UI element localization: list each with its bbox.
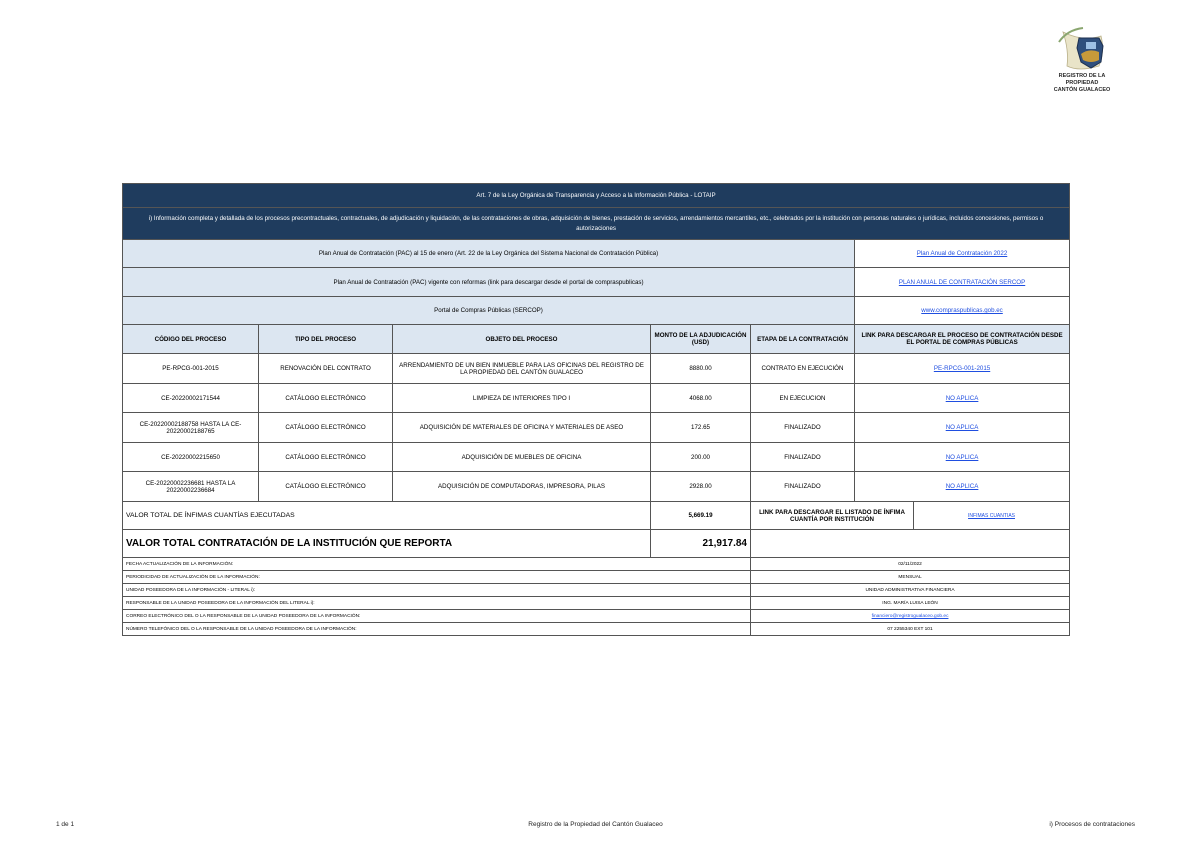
row-codigo: PE-RPCG-001-2015 — [123, 354, 259, 384]
info-value: ING. MARÍA LUISA LEÓN — [751, 597, 1070, 610]
row-link-cell — [855, 443, 1070, 472]
pac-enero-cell — [855, 240, 1070, 268]
row-tipo: CATÁLOGO ELECTRÓNICO — [259, 384, 393, 413]
row-monto: 4068.00 — [651, 384, 751, 413]
row-link[interactable]: NO APLICA — [945, 394, 979, 402]
row-objeto: LIMPIEZA DE INTERIORES TIPO I — [393, 384, 651, 413]
info-value: 02/11/2022 — [751, 558, 1070, 571]
row-objeto: ADQUISICIÓN DE MATERIALES DE OFICINA Y MATERIALES DE ASEO — [393, 413, 651, 443]
total-empty — [751, 530, 1070, 558]
row-codigo: CE-20220002171544 — [123, 384, 259, 413]
contrataciones-table — [122, 183, 1070, 636]
row-monto: 8880.00 — [651, 354, 751, 384]
infimas-link-cell — [914, 502, 1070, 530]
row-etapa: FINALIZADO — [751, 443, 855, 472]
table-row — [123, 443, 1070, 472]
row-link[interactable]: PE-RPCG-001-2015 — [933, 365, 991, 372]
info-label: NÚMERO TELEFÓNICO DEL O LA RESPONSABLE DE LA UNIDAD POSEEDORA DE LA INFORMACIÓN: — [123, 623, 751, 636]
row-codigo: CE-20220002188758 HASTA LA CE-20220002188765 — [123, 413, 259, 443]
col-header-monto: MONTO DE LA ADJUDICACIÓN (USD) — [651, 325, 751, 354]
footer-page: 1 de 1 — [56, 821, 75, 828]
total-value: 21,917.84 — [651, 530, 751, 558]
sercop-cell — [855, 297, 1070, 325]
table-row — [123, 472, 1070, 502]
info-value-cell — [751, 610, 1070, 623]
row-tipo: CATÁLOGO ELECTRÓNICO — [259, 413, 393, 443]
row-link[interactable]: NO APLICA — [945, 424, 979, 431]
sercop-link[interactable]: www.compraspublicas.gob.ec — [921, 307, 1003, 314]
row-etapa: FINALIZADO — [751, 472, 855, 502]
info-label: CORREO ELECTRÓNICO DEL O LA RESPONSABLE DE LA UNIDAD POSEEDORA DE LA INFORMACIÓN: — [123, 610, 751, 623]
infimas-value: 5,669.19 — [651, 502, 751, 530]
email-link[interactable]: financiero@registrogualaceo.gob.ec — [871, 613, 949, 619]
row-link-cell — [855, 413, 1070, 443]
table-subtitle: i) Información completa y detallada de los procesos precontractuales, contractuales, de adjudicación y liquidación, de las contrataciones de obras, adquisición de bienes, prestación de servicios, arrendamientos mercantiles, etc., celebrados por la institución con personas naturales o jurídicas, incluidos concesiones, permisos o autorizaciones — [123, 208, 1070, 240]
row-link-cell — [855, 384, 1070, 413]
pac-enero-link[interactable]: Plan Anual de Contratación 2022 — [916, 250, 1008, 257]
infimas-link[interactable]: INFIMAS CUANTIAS — [968, 513, 1015, 519]
table-row — [123, 384, 1070, 413]
info-label: UNIDAD POSEEDORA DE LA INFORMACIÓN - LITERAL i): — [123, 584, 751, 597]
row-tipo: RENOVACIÓN DEL CONTRATO — [259, 354, 393, 384]
logo-caption-line1: REGISTRO DE LA PROPIEDAD — [1058, 73, 1106, 86]
info-value: MENSUAL — [751, 571, 1070, 584]
row-link-cell — [855, 354, 1070, 384]
footer-right: i) Procesos de contrataciones — [1049, 821, 1135, 828]
pac-vigente-link[interactable]: PLAN ANUAL DE CONTRATACIÓN SERCOP — [898, 278, 1026, 286]
col-header-codigo: CÓDIGO DEL PROCESO — [123, 325, 259, 354]
infimas-label: VALOR TOTAL DE ÍNFIMAS CUANTÍAS EJECUTADAS — [123, 502, 651, 530]
pac-vigente-cell — [855, 268, 1070, 297]
row-monto: 200.00 — [651, 443, 751, 472]
row-codigo: CE-20220002236681 HASTA LA 20220002236684 — [123, 472, 259, 502]
row-etapa: EN EJECUCION — [751, 384, 855, 413]
logo-caption — [1047, 73, 1117, 94]
info-label: PERIODICIDAD DE ACTUALIZACIÓN DE LA INFORMACIÓN: — [123, 571, 751, 584]
info-label: FECHA ACTUALIZACIÓN DE LA INFORMACIÓN: — [123, 558, 751, 571]
sercop-label: Portal de Compras Públicas (SERCOP) — [123, 297, 855, 325]
row-tipo: CATÁLOGO ELECTRÓNICO — [259, 443, 393, 472]
info-value: 07 2255340 EXT 101 — [751, 623, 1070, 636]
col-header-tipo: TIPO DEL PROCESO — [259, 325, 393, 354]
row-link[interactable]: NO APLICA — [945, 483, 979, 490]
row-etapa: FINALIZADO — [751, 413, 855, 443]
info-label: RESPONSABLE DE LA UNIDAD POSEEDORA DE LA INFORMACIÓN DEL LITERAL i): — [123, 597, 751, 610]
col-header-etapa: ETAPA DE LA CONTRATACIÓN — [751, 325, 855, 354]
row-link[interactable]: NO APLICA — [945, 453, 979, 461]
info-value: UNIDAD ADMINISTRATIVA FINANCIERA — [751, 584, 1070, 597]
row-link-cell — [855, 472, 1070, 502]
row-codigo: CE-20220002215650 — [123, 443, 259, 472]
table-row — [123, 354, 1070, 384]
row-tipo: CATÁLOGO ELECTRÓNICO — [259, 472, 393, 502]
col-header-objeto: OBJETO DEL PROCESO — [393, 325, 651, 354]
col-header-link: LINK PARA DESCARGAR EL PROCESO DE CONTRATACIÓN DESDE EL PORTAL DE COMPRAS PÚBLICAS — [855, 325, 1070, 354]
infimas-link-label: LINK PARA DESCARGAR EL LISTADO DE ÍNFIMA CUANTÍA POR INSTITUCIÓN — [751, 502, 914, 530]
total-label: VALOR TOTAL CONTRATACIÓN DE LA INSTITUCIÓN QUE REPORTA — [123, 530, 651, 558]
row-etapa: CONTRATO EN EJECUCIÓN — [751, 354, 855, 384]
logo-caption-line2: CANTÓN GUALACEO — [1053, 87, 1111, 93]
row-objeto: ADQUISICIÓN DE COMPUTADORAS, IMPRESORA, PILAS — [393, 472, 651, 502]
row-monto: 172.65 — [651, 413, 751, 443]
table-row — [123, 413, 1070, 443]
row-monto: 2928.00 — [651, 472, 751, 502]
footer-center: Registro de la Propiedad del Cantón Gualaceo — [528, 821, 663, 828]
row-objeto: ARRENDAMIENTO DE UN BIEN INMUEBLE PARA LAS OFICINAS DEL REGISTRO DE LA PROPIEDAD DEL CANTÓN GUALACEO — [393, 354, 651, 384]
pac-enero-label: Plan Anual de Contratación (PAC) al 15 de enero (Art. 22 de la Ley Orgánica del Sistema Nacional de Contratación Pública) — [123, 240, 855, 268]
pac-vigente-label: Plan Anual de Contratación (PAC) vigente con reformas (link para descargar desde el portal de compraspublicas) — [123, 268, 855, 297]
table-title: Art. 7 de la Ley Orgánica de Transparencia y Acceso a la Información Pública - LOTAIP — [123, 184, 1070, 208]
row-objeto: ADQUISICIÓN DE MUEBLES DE OFICINA — [393, 443, 651, 472]
